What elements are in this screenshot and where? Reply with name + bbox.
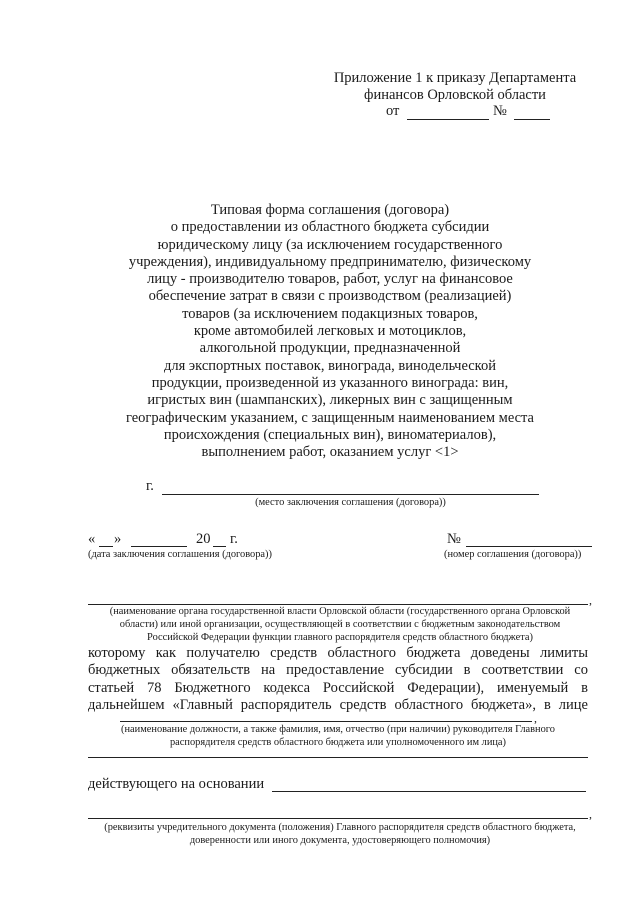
basis-document-field[interactable] (88, 818, 588, 819)
title-line: о предоставлении из областного бюджета субсидии (170, 219, 490, 236)
place-prefix: г. (146, 478, 154, 494)
date-year-field[interactable] (213, 546, 226, 547)
title-line: для экспортных поставок, винограда, винодельческой (164, 357, 496, 374)
date-caption: (дата заключения соглашения (договора)) (88, 549, 272, 560)
place-field[interactable] (162, 494, 539, 495)
order-date-prefix: от (386, 103, 400, 119)
date-day-field[interactable] (99, 546, 113, 547)
authority-caption-line: области) или иной организации, осуществляющей в соответствии с бюджетным законодательством (119, 618, 561, 630)
paragraph-line: статьей 78 Бюджетного кодекса Российской Федерации), именуемый в (88, 679, 588, 696)
position-caption (88, 724, 588, 750)
title-line: географическим указанием, с защищенным наименованием места (125, 409, 534, 426)
title-line: Типовая форма соглашения (договора) (210, 202, 450, 218)
position-extra-line[interactable] (88, 757, 588, 758)
appendix-header (300, 70, 610, 103)
date-year-suffix: г. (230, 531, 238, 547)
basis-caption (88, 822, 592, 848)
title-line: выполнением работ, оказанием услуг <1> (201, 444, 459, 461)
title-line: юридическому лицу (за исключением государственного (157, 236, 503, 253)
authority-caption-line: Российской Федерации функции главного распорядителя средств областного бюджета) (147, 631, 533, 643)
position-comma: , (534, 711, 537, 725)
order-number-sign: № (493, 103, 507, 119)
number-field[interactable] (466, 546, 592, 547)
date-year-prefix: 20 (196, 531, 211, 547)
basis-label: действующего на основании (88, 776, 265, 792)
authority-comma: , (589, 593, 592, 607)
paragraph-line: дальнейшем «Главный распорядитель средств областного бюджета», в лице (88, 696, 588, 713)
basis-comma: , (589, 807, 592, 821)
recipient-paragraph (88, 645, 588, 714)
document-title (100, 202, 560, 461)
authority-caption (88, 606, 592, 644)
order-date-field[interactable] (407, 119, 489, 120)
position-caption-line: (наименование должности, а также фамилия, имя, отчество (при наличии) руководителя Главного (121, 724, 555, 735)
title-line: лицу - производителю товаров, работ, услуг на финансовое (147, 271, 513, 288)
position-field[interactable] (120, 721, 532, 722)
title-line: продукции, произведенной из указанного винограда: вин, (151, 374, 509, 391)
date-month-field[interactable] (131, 546, 187, 547)
basis-field[interactable] (272, 791, 586, 792)
appendix-header-line: Приложение 1 к приказу Департамента (333, 70, 577, 86)
paragraph-line: бюджетных обязательств на предоставление субсидии в соответствии со (88, 662, 588, 679)
title-line: кроме автомобилей легковых и мотоциклов, (193, 323, 467, 340)
authority-name-field[interactable] (88, 604, 588, 605)
title-line: алкогольной продукции, предназначенной (199, 340, 461, 357)
position-caption-line: распорядителя средств областного бюджета или уполномоченного им лица) (169, 736, 507, 748)
date-quote-open: « (88, 531, 96, 547)
order-number-field[interactable] (514, 119, 550, 120)
title-line: происхождения (специальных вин), виноматериалов), (163, 426, 497, 443)
basis-caption-line: (реквизиты учредительного документа (положения) Главного распорядителя средств областного бюджета, (104, 822, 576, 833)
place-caption: (место заключения соглашения (договора)) (255, 497, 446, 508)
date-quote-close: » (114, 531, 122, 547)
number-caption: (номер соглашения (договора)) (444, 549, 582, 560)
title-line: товаров (за исключением подакцизных товаров, (182, 305, 478, 322)
paragraph-line: которому как получателю средств областного бюджета доведены лимиты (88, 645, 588, 661)
basis-caption-line: доверенности или иного документа, удостоверяющего полномочия) (189, 834, 491, 846)
authority-caption-line: (наименование органа государственной власти Орловской области (государственного органа Орловской (109, 606, 571, 617)
title-line: учреждения), индивидуальному предпринимателю, физическому (128, 253, 532, 270)
title-line: игристых вин (шампанских), ликерных вин с защищенным (147, 392, 513, 409)
title-line: обеспечение затрат в связи с производством (реализацией) (148, 288, 512, 305)
number-sign: № (447, 531, 461, 547)
appendix-header-line: финансов Орловской области (364, 86, 546, 103)
